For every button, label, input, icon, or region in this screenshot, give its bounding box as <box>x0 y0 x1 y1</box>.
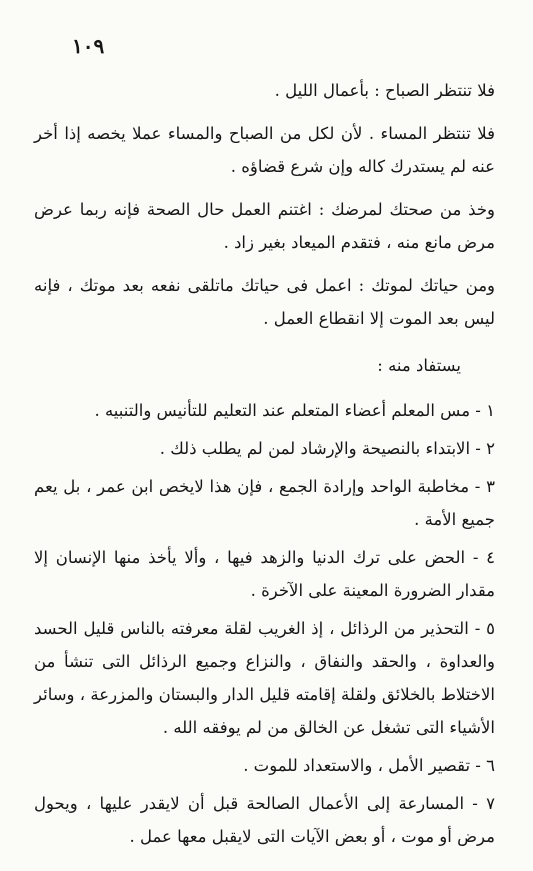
list-item-number: ٦ - <box>475 756 495 775</box>
page-number: ١٠٩ <box>72 34 105 58</box>
list-item-text: مس المعلم أعضاء المتعلم عند التعليم للتأنيس والتنبيه . <box>94 401 471 420</box>
list-item <box>34 541 495 607</box>
list-item-text: المسارعة إلى الأعمال الصالحة قبل أن لايقدر عليها ، ويحول مرض أو موت ، أو بعض الآيات التى لايقبل معها عمل . <box>34 794 495 846</box>
list-item-number: ٣ - <box>474 477 495 496</box>
paragraph: ومن حياتك لموتك : اعمل فى حياتك ماتلقى نفعه بعد موتك ، فإنه ليس بعد الموت إلا انقطاع العمل . <box>34 276 495 328</box>
list-item-text: التحذير من الرذائل ، إذ الغريب لقلة معرفته بالناس قليل الحسد والعداوة ، والحقد والنفاق ، والنزاع وجميع الرذائل التى تنشأ من الاختلاط بالخلائق ولقلة إقامته قليل الدار والبستان والمزرعة ، وسائر الأشياء التى تشغل عن الخالق من لم يوفقه الله . <box>34 619 495 737</box>
list-item <box>34 432 495 465</box>
list-item-number: ٥ - <box>474 619 496 638</box>
list-item-text: مخاطبة الواحد وإرادة الجمع ، فإن هذا لايخص ابن عمر ، بل يعم جميع الأمة . <box>34 477 495 529</box>
list-item-text: تقصير الأمل ، والاستعداد للموت . <box>243 756 471 775</box>
list-item <box>34 612 495 744</box>
paragraph: فلا تنتظر المساء . لأن لكل من الصباح والمساء عملا يخصه إذا أخر عنه لم يستدرك كاله وإن شرع قضاؤه . <box>34 124 495 176</box>
list-item-number: ٢ - <box>475 439 495 458</box>
list-item-number: ٧ - <box>472 794 495 813</box>
list-item <box>34 787 495 853</box>
list-item-text: الحض على ترك الدنيا والزهد فيها ، وألا يأخذ منها الإنسان إلا مقدار الضرورة المعينة على الآخرة . <box>34 548 495 600</box>
list-item-number: ١ - <box>475 401 495 420</box>
list-item-text: الابتداء بالنصيحة والإرشاد لمن لم يطلب ذلك . <box>159 439 471 458</box>
paragraph: وخذ من صحتك لمرضك : اغتنم العمل حال الصحة فإنه ربما عرض مرض مانع منه ، فتقدم الميعاد بغير زاد . <box>34 200 495 252</box>
list-item <box>34 470 495 536</box>
list-item <box>34 749 495 782</box>
list-item <box>34 394 495 427</box>
section-heading: يستفاد منه : <box>377 356 461 375</box>
list-item-number: ٤ - <box>472 548 496 567</box>
paragraph: فلا تنتظر الصباح : بأعمال الليل . <box>274 81 495 100</box>
page-body <box>34 74 495 858</box>
